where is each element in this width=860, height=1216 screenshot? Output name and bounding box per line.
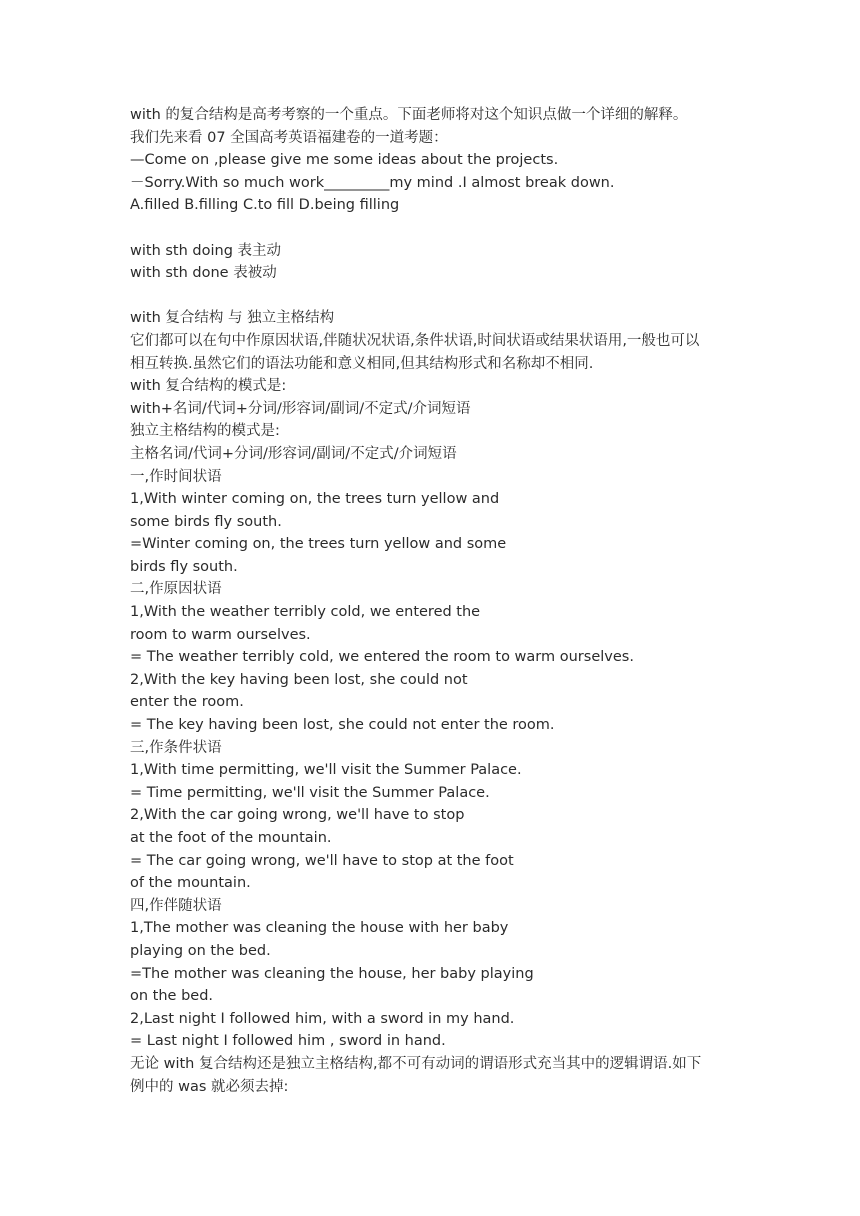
body-line: at the foot of the mountain. (130, 830, 332, 846)
body-line: 例中的 was 就必须去掉: (130, 1078, 289, 1095)
body-line: enter the room. (130, 694, 244, 711)
body-line: of the mountain. (130, 875, 251, 892)
intro-line: 我们先来看 07 全国高考英语福建卷的一道考题： (130, 129, 448, 146)
body-line: birds fly south. (130, 558, 238, 575)
rules-section (130, 240, 750, 285)
body-line: 二,作原因状语 (130, 581, 222, 598)
spacer (130, 217, 750, 240)
rule-line: with sth doing 表主动 (130, 242, 282, 259)
spacer (130, 285, 750, 308)
body-line: = The key having been lost, she could not enter the room. (130, 717, 555, 734)
body-line: = Time permitting, we'll visit the Summer Palace. (130, 784, 490, 801)
body-line: =Winter coming on, the trees turn yellow and some (130, 536, 507, 553)
body-line: 2,With the car going wrong, we'll have to stop (130, 807, 465, 824)
body-line: 独立主格结构的模式是: (130, 423, 280, 440)
body-line: = Last night I followed him , sword in hand. (130, 1033, 446, 1050)
question-dialogue-line: －Sorry.With so much work_________my mind .I almost break down. (130, 174, 615, 191)
answer-options: A.filled B.filling C.to fill D.being filling (130, 197, 400, 214)
body-line: = The weather terribly cold, we entered the room to warm ourselves. (130, 649, 634, 666)
body-line: 一,作时间状语 (130, 468, 222, 485)
rule-line: with sth done 表被动 (130, 265, 277, 282)
body-line: 它们都可以在句中作原因状语,伴随状况状语,条件状语,时间状语或结果状语用,一般也可以 (130, 332, 700, 349)
body-line: 2,Last night I followed him, with a sword in my hand. (130, 1010, 515, 1027)
body-line: 四,作伴随状语 (130, 897, 222, 914)
body-line: on the bed. (130, 988, 214, 1005)
body-line: with+名词/代词+分词/形容词/副词/不定式/介词短语 (130, 400, 471, 417)
body-line: 1,The mother was cleaning the house with her baby (130, 920, 509, 937)
body-line: 2,With the key having been lost, she could not (130, 671, 468, 688)
body-line: playing on the bed. (130, 942, 271, 959)
body-line: = The car going wrong, we'll have to stop at the foot (130, 852, 514, 869)
body-line: 主格名词/代词+分词/形容词/副词/不定式/介词短语 (130, 445, 457, 462)
document-page (130, 104, 750, 1098)
body-line: 1,With time permitting, we'll visit the Summer Palace. (130, 762, 522, 779)
body-section (130, 307, 750, 1098)
body-line: 相互转换.虽然它们的语法功能和意义相同,但其结构形式和名称却不相同. (130, 355, 594, 372)
body-line: with 复合结构 与 独立主格结构 (130, 310, 335, 327)
question-dialogue-line: —Come on ,please give me some ideas about the projects. (130, 152, 559, 169)
body-line: =The mother was cleaning the house, her baby playing (130, 965, 534, 982)
body-line: room to warm ourselves. (130, 626, 311, 643)
intro-line: with 的复合结构是高考考察的一个重点。下面老师将对这个知识点做一个详细的解释。 (130, 107, 688, 123)
body-line: 三,作条件状语 (130, 739, 222, 756)
intro-section (130, 104, 750, 217)
body-line: 1,With the weather terribly cold, we entered the (130, 604, 481, 621)
body-line: 1,With winter coming on, the trees turn yellow and (130, 491, 500, 508)
body-line: with 复合结构的模式是: (130, 378, 287, 395)
body-line: some birds fly south. (130, 513, 282, 530)
body-line: 无论 with 复合结构还是独立主格结构,都不可有动词的谓语形式充当其中的逻辑谓语.如下 (130, 1055, 702, 1072)
